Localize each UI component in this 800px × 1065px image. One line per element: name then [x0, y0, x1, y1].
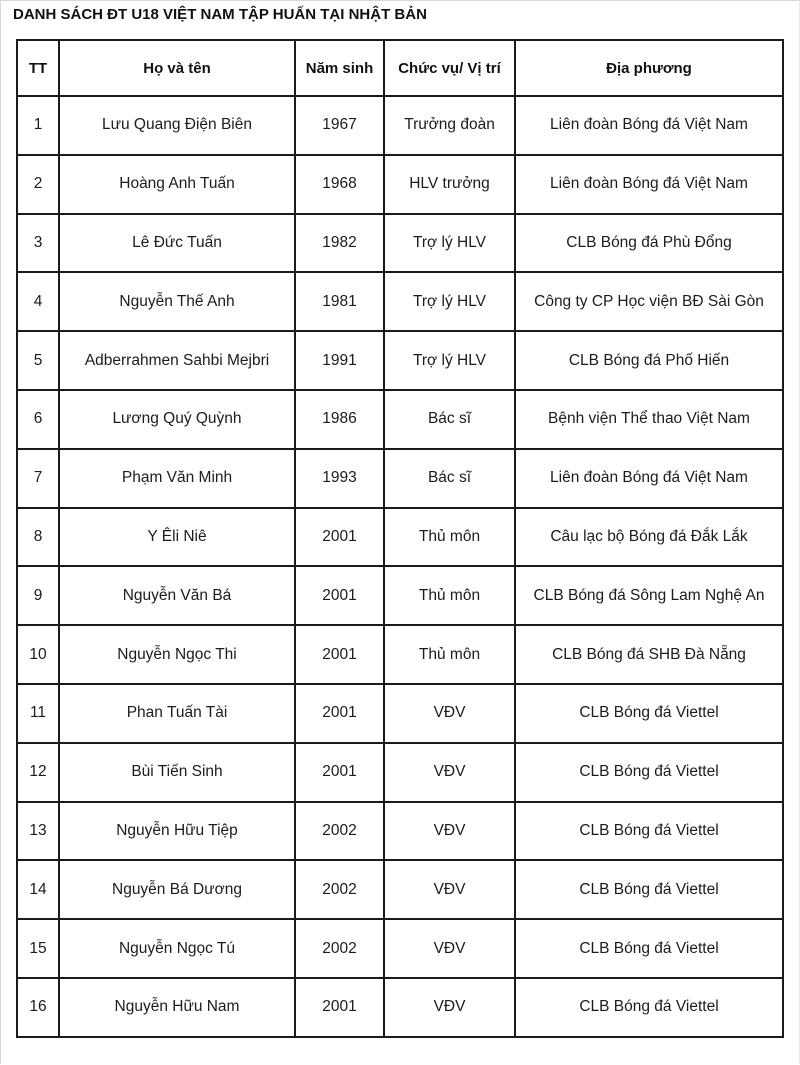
cell-locality: Liên đoàn Bóng đá Việt Nam — [515, 96, 783, 155]
cell-name: Bùi Tiến Sinh — [59, 743, 295, 802]
cell-position: VĐV — [384, 743, 515, 802]
table-row — [17, 860, 783, 919]
cell-position: VĐV — [384, 978, 515, 1037]
table-row — [17, 272, 783, 331]
cell-name: Nguyễn Ngọc Tú — [59, 919, 295, 978]
cell-locality: CLB Bóng đá Sông Lam Nghệ An — [515, 566, 783, 625]
header-index: TT — [17, 40, 59, 96]
cell-locality: Liên đoàn Bóng đá Việt Nam — [515, 449, 783, 508]
table-row — [17, 331, 783, 390]
cell-locality: CLB Bóng đá SHB Đà Nẵng — [515, 625, 783, 684]
cell-name: Lương Quý Quỳnh — [59, 390, 295, 449]
cell-name: Nguyễn Bá Dương — [59, 860, 295, 919]
cell-birth-year: 1993 — [295, 449, 384, 508]
cell-name: Lê Đức Tuấn — [59, 214, 295, 273]
cell-position: VĐV — [384, 860, 515, 919]
header-locality: Địa phương — [515, 40, 783, 96]
cell-position: Thủ môn — [384, 508, 515, 567]
cell-locality: CLB Bóng đá Phố Hiến — [515, 331, 783, 390]
cell-locality: CLB Bóng đá Phù Đổng — [515, 214, 783, 273]
cell-birth-year: 2002 — [295, 860, 384, 919]
cell-index: 5 — [17, 331, 59, 390]
cell-name: Adberrahmen Sahbi Mejbri — [59, 331, 295, 390]
cell-index: 6 — [17, 390, 59, 449]
cell-name: Nguyễn Hữu Nam — [59, 978, 295, 1037]
cell-position: Bác sĩ — [384, 390, 515, 449]
cell-birth-year: 2001 — [295, 508, 384, 567]
cell-locality: Bệnh viện Thể thao Việt Nam — [515, 390, 783, 449]
table-row — [17, 802, 783, 861]
cell-name: Nguyễn Thế Anh — [59, 272, 295, 331]
header-birth-year: Năm sinh — [295, 40, 384, 96]
cell-position: VĐV — [384, 919, 515, 978]
cell-birth-year: 2002 — [295, 919, 384, 978]
cell-index: 2 — [17, 155, 59, 214]
cell-birth-year: 1986 — [295, 390, 384, 449]
cell-position: VĐV — [384, 684, 515, 743]
cell-birth-year: 2002 — [295, 802, 384, 861]
table-row — [17, 743, 783, 802]
cell-index: 15 — [17, 919, 59, 978]
table-row — [17, 566, 783, 625]
header-position: Chức vụ/ Vị trí — [384, 40, 515, 96]
cell-index: 1 — [17, 96, 59, 155]
cell-birth-year: 1991 — [295, 331, 384, 390]
cell-locality: CLB Bóng đá Viettel — [515, 978, 783, 1037]
cell-index: 4 — [17, 272, 59, 331]
table-row — [17, 508, 783, 567]
cell-position: VĐV — [384, 802, 515, 861]
header-name: Họ và tên — [59, 40, 295, 96]
cell-locality: CLB Bóng đá Viettel — [515, 743, 783, 802]
cell-birth-year: 2001 — [295, 566, 384, 625]
roster-table — [16, 39, 784, 1038]
table-row — [17, 155, 783, 214]
cell-locality: Câu lạc bộ Bóng đá Đắk Lắk — [515, 508, 783, 567]
cell-name: Nguyễn Hữu Tiệp — [59, 802, 295, 861]
cell-index: 10 — [17, 625, 59, 684]
cell-position: Trợ lý HLV — [384, 272, 515, 331]
cell-birth-year: 2001 — [295, 978, 384, 1037]
cell-locality: CLB Bóng đá Viettel — [515, 684, 783, 743]
cell-locality: CLB Bóng đá Viettel — [515, 802, 783, 861]
cell-locality: CLB Bóng đá Viettel — [515, 860, 783, 919]
header-row — [17, 40, 783, 96]
cell-index: 12 — [17, 743, 59, 802]
cell-index: 13 — [17, 802, 59, 861]
cell-name: Hoàng Anh Tuấn — [59, 155, 295, 214]
table-row — [17, 390, 783, 449]
cell-index: 14 — [17, 860, 59, 919]
cell-birth-year: 2001 — [295, 625, 384, 684]
table-row — [17, 978, 783, 1037]
cell-index: 3 — [17, 214, 59, 273]
table-body — [17, 96, 783, 1037]
cell-birth-year: 1968 — [295, 155, 384, 214]
cell-position: HLV trưởng — [384, 155, 515, 214]
cell-name: Lưu Quang Điện Biên — [59, 96, 295, 155]
table-row — [17, 625, 783, 684]
table-row — [17, 684, 783, 743]
cell-name: Nguyễn Văn Bá — [59, 566, 295, 625]
cell-index: 11 — [17, 684, 59, 743]
cell-position: Trợ lý HLV — [384, 331, 515, 390]
cell-index: 7 — [17, 449, 59, 508]
table-row — [17, 214, 783, 273]
table-header — [17, 40, 783, 96]
cell-name: Phan Tuấn Tài — [59, 684, 295, 743]
cell-birth-year: 2001 — [295, 684, 384, 743]
cell-position: Trưởng đoàn — [384, 96, 515, 155]
cell-position: Thủ môn — [384, 566, 515, 625]
cell-name: Nguyễn Ngọc Thi — [59, 625, 295, 684]
cell-locality: CLB Bóng đá Viettel — [515, 919, 783, 978]
cell-name: Phạm Văn Minh — [59, 449, 295, 508]
cell-position: Bác sĩ — [384, 449, 515, 508]
cell-birth-year: 1981 — [295, 272, 384, 331]
cell-locality: Liên đoàn Bóng đá Việt Nam — [515, 155, 783, 214]
cell-index: 8 — [17, 508, 59, 567]
table-row — [17, 96, 783, 155]
cell-locality: Công ty CP Học viện BĐ Sài Gòn — [515, 272, 783, 331]
cell-index: 9 — [17, 566, 59, 625]
document-title: DANH SÁCH ĐT U18 VIỆT NAM TẬP HUẤN TẠI NHẬT BẢN — [13, 6, 427, 23]
cell-index: 16 — [17, 978, 59, 1037]
cell-birth-year: 1967 — [295, 96, 384, 155]
cell-position: Trợ lý HLV — [384, 214, 515, 273]
cell-name: Y Êli Niê — [59, 508, 295, 567]
cell-birth-year: 2001 — [295, 743, 384, 802]
table-row — [17, 449, 783, 508]
cell-birth-year: 1982 — [295, 214, 384, 273]
cell-position: Thủ môn — [384, 625, 515, 684]
table-row — [17, 919, 783, 978]
